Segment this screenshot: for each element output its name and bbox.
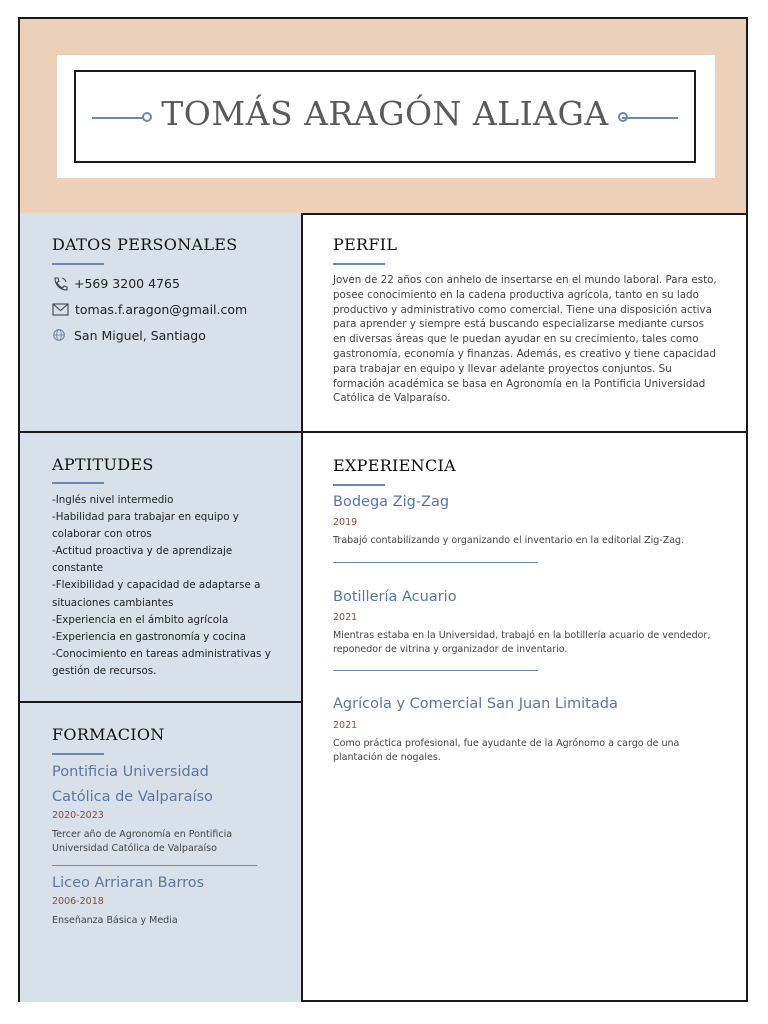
list-item: -Actitud proactiva y de aprendizaje constante (52, 545, 233, 575)
education-heading: FORMACION (52, 725, 165, 744)
personal-data-section (20, 213, 302, 433)
education-title: Pontificia Universidad Católica de Valparaíso (52, 764, 213, 805)
phone-icon (52, 277, 68, 291)
column-divider (301, 213, 303, 1002)
job-separator (333, 562, 538, 563)
list-item: -Habilidad para trabajar en equipo y colaborar con otros (52, 511, 239, 541)
list-item: -Inglés nivel intermedio (52, 494, 174, 506)
list-item: -Conocimiento en tareas administrativas y gestión de recursos. (52, 647, 271, 677)
job-title: Agrícola y Comercial San Juan Limitada (333, 696, 618, 712)
personal-data-heading: DATOS PERSONALES (52, 235, 238, 254)
heading-rule (52, 753, 104, 755)
job-year: 2021 (333, 720, 358, 731)
job-description: Mientras estaba en la Universidad, trabajó en la botillería acuario de vendedor, reponedor de vitrina y organizador de inventario. (333, 630, 711, 655)
job-description: Trabajó contabilizando y organizando el inventario en la editorial Zig-Zag. (333, 535, 685, 546)
profile-heading: PERFIL (333, 235, 398, 254)
heading-rule (333, 263, 385, 265)
globe-icon (52, 329, 68, 343)
list-item: -Experiencia en el ámbito agrícola (52, 613, 229, 626)
education-separator (52, 865, 257, 866)
name-panel (57, 55, 715, 178)
education-description: Enseñanza Básica y Media (52, 915, 178, 926)
job-description: Como práctica profesional, fue ayudante de la Agrónomo a cargo de una plantación de nogales. (333, 738, 680, 763)
location-row (52, 328, 206, 343)
email-row (52, 302, 247, 317)
list-item: -Experiencia en gastronomía y cocina (52, 630, 246, 643)
location-text: San Miguel, Santiago (74, 328, 206, 343)
heading-rule (52, 263, 104, 265)
job-year: 2019 (333, 517, 358, 528)
heading-rule (333, 484, 385, 486)
skills-list (52, 492, 276, 680)
candidate-name: TOMÁS ARAGÓN ALIAGA (161, 94, 609, 133)
name-frame (74, 70, 696, 163)
job-year: 2021 (333, 612, 358, 623)
phone-number[interactable]: +569 3200 4765 (74, 276, 180, 291)
job-title: Bodega Zig-Zag (333, 494, 450, 510)
job-title: Botillería Acuario (333, 589, 457, 605)
skills-section (20, 433, 302, 703)
heading-rule (52, 482, 104, 484)
list-item: -Flexibilidad y capacidad de adaptarse a situaciones cambiantes (52, 579, 261, 609)
education-section (20, 703, 302, 1002)
resume-page (18, 17, 748, 1002)
phone-row (52, 276, 180, 291)
education-years: 2006-2018 (52, 896, 104, 907)
job-separator (333, 670, 538, 671)
education-title: Liceo Arriaran Barros (52, 875, 205, 891)
profile-text: Joven de 22 años con anhelo de insertarse en el mundo laboral. Para esto, posee conocimiento en la cadena productiva agrícola, tanto en su lado productivo y administrativo como comercial. Tiene una disposición activa para aprender y siempre está buscando especializarse mediante cursos en diversas áreas que le puedan ayudar en su crecimiento, tales como gastronomía, economía y finanzas. Además, es creativo y tiene capacidad para trabajar en equipo y llevar adelante proyectos conjuntos. Su formación académica se basa en Agronomía en la Pontificia Universidad Católica de Valparaíso. (333, 274, 717, 405)
education-years: 2020-2023 (52, 810, 104, 821)
education-description: Tercer año de Agronomía en Pontificia Universidad Católica de Valparaíso (52, 829, 233, 854)
experience-heading: EXPERIENCIA (333, 456, 456, 475)
header-band (20, 19, 746, 215)
email-address[interactable]: tomas.f.aragon@gmail.com (75, 302, 248, 317)
decorative-line-right (622, 117, 678, 119)
envelope-icon (52, 303, 69, 316)
section-divider (302, 431, 746, 433)
skills-heading: APTITUDES (52, 455, 154, 474)
